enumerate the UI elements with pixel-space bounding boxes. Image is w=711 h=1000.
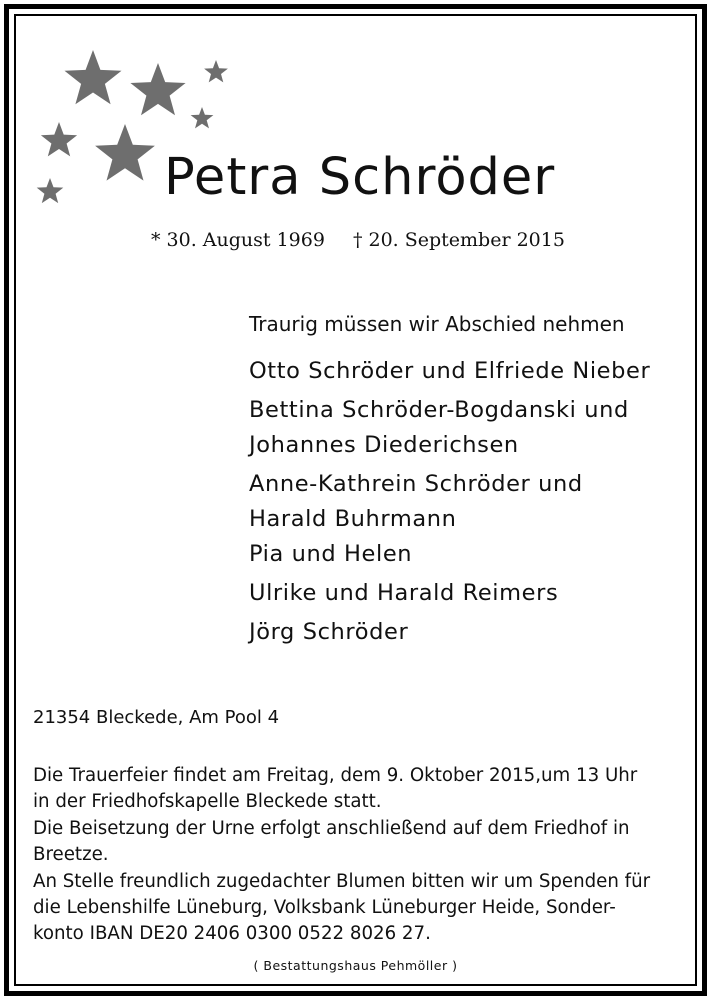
funeral-notice — [33, 763, 683, 948]
notice-line: in der Friedhofskapelle Bleckede statt. — [33, 791, 382, 813]
star-icon — [65, 50, 122, 104]
star-icon — [191, 107, 214, 128]
star-icon — [37, 178, 64, 203]
mourner-name: Pia und Helen — [249, 541, 413, 567]
mourner-name: Harald Buhrmann — [249, 506, 457, 532]
star-icon — [130, 63, 185, 115]
star-icon — [95, 124, 155, 181]
mourner-name: Otto Schröder und Elfriede Nieber — [249, 358, 651, 384]
mourner-name: Ulrike und Harald Reimers — [249, 580, 559, 606]
notice-line: Breetze. — [33, 844, 109, 866]
notice-line: Die Trauerfeier findet am Freitag, dem 9. Oktober 2015,um 13 Uhr — [33, 765, 638, 786]
death-date: † 20. September 2015 — [352, 229, 565, 251]
mourner-group — [249, 467, 650, 572]
mourner-group — [249, 576, 650, 611]
mourning-intro: Traurig müssen wir Abschied nehmen — [249, 312, 625, 336]
family-address: 21354 Bleckede, Am Pool 4 — [33, 707, 280, 728]
notice-line: die Lebenshilfe Lüneburg, Volksbank Lüneburger Heide, Sonder- — [33, 897, 616, 919]
star-icon — [41, 122, 77, 156]
notice-line: konto IBAN DE20 2406 0300 0522 8026 27. — [33, 923, 431, 945]
notice-line: An Stelle freundlich zugedachter Blumen bitten wir um Spenden für — [33, 870, 651, 892]
birth-date: * 30. August 1969 — [151, 229, 325, 251]
deceased-name: Petra Schröder — [164, 148, 556, 207]
mourner-group — [249, 393, 650, 463]
mourner-group — [249, 615, 650, 650]
mourner-name: Bettina Schröder-Bogdanski und — [249, 397, 629, 423]
life-dates — [151, 229, 565, 251]
mourner-name: Johannes Diederichsen — [249, 432, 519, 458]
mourners-list — [249, 354, 650, 654]
notice-line: Die Beisetzung der Urne erfolgt anschließend auf dem Friedhof in — [33, 817, 630, 839]
mourner-name: Anne-Kathrein Schröder und — [249, 471, 583, 497]
star-icon — [204, 60, 228, 82]
mourner-name: Jörg Schröder — [249, 619, 409, 645]
mourner-group — [249, 354, 650, 389]
funeral-home: ( Bestattungshaus Pehmöller ) — [253, 958, 458, 973]
